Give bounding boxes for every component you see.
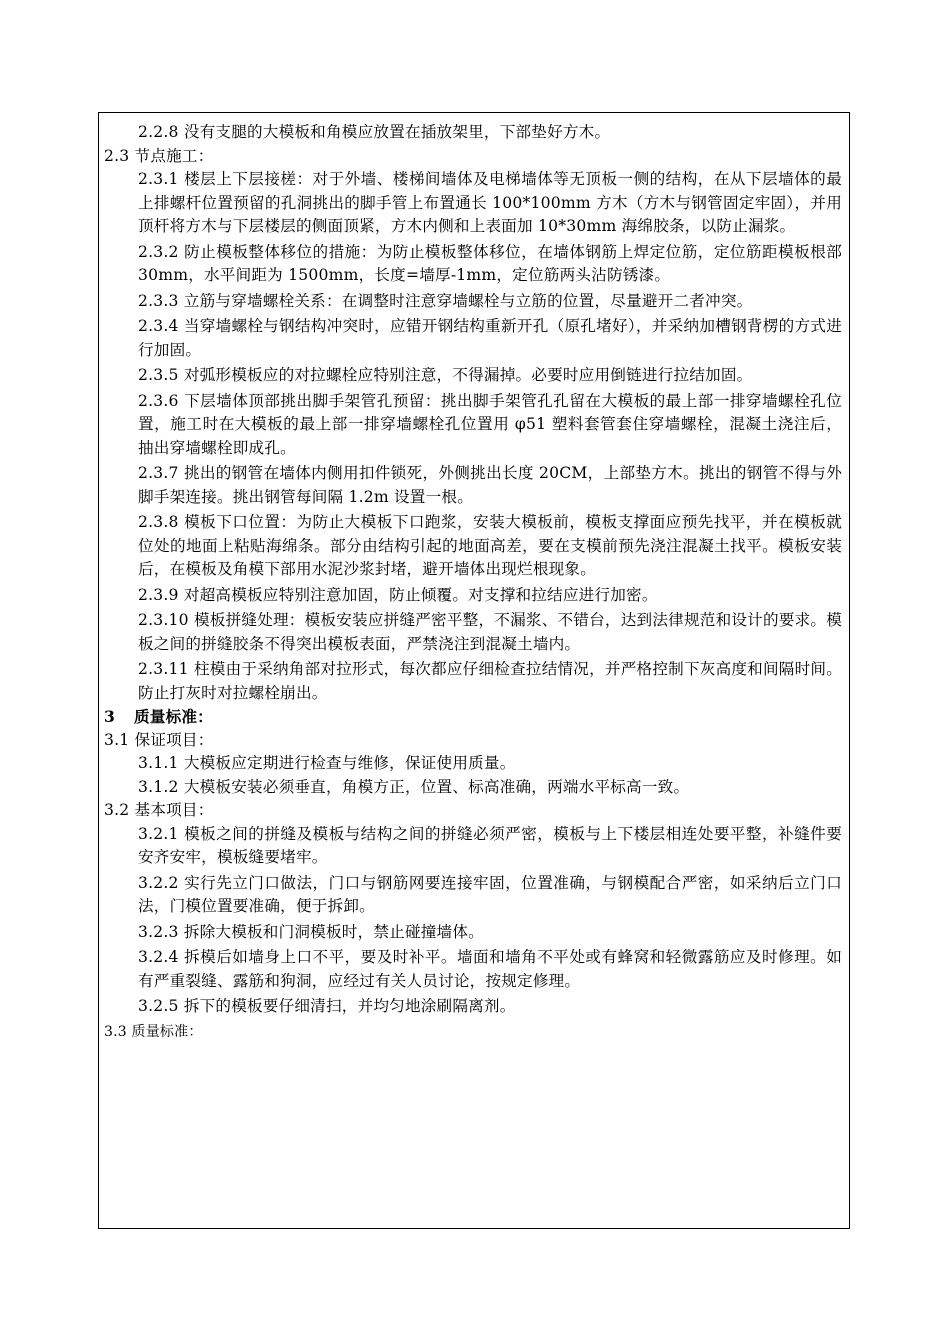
paragraph-2-3-6: 2.3.6 下层墙体顶部挑出脚手架管孔预留：挑出脚手架管孔孔留在大模板的最上部一排穿墙螺栓孔位置，施工时在大模板的最上部一排穿墙螺栓孔位置用 φ51 塑料套管套住穿墙螺栓，混凝土浇注后，抽出穿墙螺栓即成孔。 <box>138 391 842 457</box>
section-3-number: 3 <box>104 707 116 726</box>
paragraph-2-3-11: 2.3.11 柱模由于采纳角部对拉形式，每次都应仔细检查拉结情况，并严格控制下灰高度和间隔时间。防止打灰时对拉螺栓崩出。 <box>138 660 842 702</box>
paragraph-2-3-8: 2.3.8 模板下口位置：为防止大模板下口跑浆，安装大模板前，模板支撑面应预先找平，并在模板就位处的地面上粘贴海绵条。部分由结构引起的地面高差，要在支模前预先浇注混凝土找平。模板安装后，在模板及角模下部用水泥沙浆封堵，避开墙体出现烂根现象。 <box>138 513 842 578</box>
paragraph-2-3-10: 2.3.10 模板拼缝处理：模板安装应拼缝严密平整，不漏浆、不错台，达到法律规范和设计的要求。模板之间的拼缝胶条不得突出模板表面，严禁浇注到混凝土墙内。 <box>138 611 842 653</box>
paragraph-2-3-5: 2.3.5 对弧形模板应的对拉螺栓应特别注意，不得漏掉。必要时应用倒链进行拉结加固。 <box>138 366 753 384</box>
paragraph-2-2-8: 2.2.8 没有支腿的大模板和角模应放置在插放架里，下部垫好方木。 <box>138 123 611 141</box>
paragraph-3-2-2: 3.2.2 实行先立门口做法，门口与钢筋网要连接牢固，位置准确，与钢模配合严密，如采纳后立门口法，门模位置要准确，便于拆卸。 <box>138 873 842 915</box>
paragraph-2-3-7: 2.3.7 挑出的钢管在墙体内侧用扣件锁死，外侧挑出长度 20CM，上部垫方木。挑出的钢管不得与外脚手架连接。挑出钢管每间隔 1.2m 设置一根。 <box>138 464 842 506</box>
paragraph-3-2-3: 3.2.3 拆除大模板和门洞模板时，禁止碰撞墙体。 <box>138 922 484 941</box>
paragraph-2-3-4: 2.3.4 当穿墙螺栓与钢结构冲突时，应错开钢结构重新开孔（原孔堵好），并采纳加槽钢背楞的方式进行加固。 <box>138 317 842 359</box>
paragraph-3-2-1: 3.2.1 模板之间的拼缝及模板与结构之间的拼缝必须严密，模板与上下楼层相连处要平整，补缝件要安齐安牢，模板缝要堵牢。 <box>138 824 842 866</box>
paragraph-3-2-4: 3.2.4 拆模后如墙身上口不平，要及时补平。墙面和墙角不平处或有蜂窝和轻微露筋应及时修理。如有严重裂缝、露筋和狗洞，应经过有关人员讨论，按规定修理。 <box>138 948 842 990</box>
paragraph-2-3-1: 2.3.1 楼层上下层接槎：对于外墙、楼梯间墙体及电梯墙体等无顶板一侧的结构，在从下层墙体的最上排螺杆位置预留的孔洞挑出的脚手管上布置通长 100*100mm 方木（方木与钢管固定牢固），并用顶杆将方木与下层楼层的侧面顶紧，方木内侧和上表面加 10*30mm 海绵胶条，以防止漏浆。 <box>138 170 842 235</box>
heading-2-3: 2.3 节点施工： <box>104 146 214 165</box>
paragraph-3-1-1: 3.1.1 大模板应定期进行检查与维修，保证使用质量。 <box>138 754 516 772</box>
document-body <box>98 121 850 1043</box>
heading-3-3: 3.3 质量标准： <box>104 1023 203 1040</box>
heading-3-1: 3.1 保证项目： <box>104 730 214 749</box>
paragraph-2-3-3: 2.3.3 立筋与穿墙螺栓关系：在调整时注意穿墙螺栓与立筋的位置，尽量避开二者冲突。 <box>138 291 753 310</box>
section-3-title: 质量标准： <box>134 707 213 726</box>
paragraph-3-2-5: 3.2.5 拆下的模板要仔细清扫，并均匀地涂刷隔离剂。 <box>138 997 516 1015</box>
paragraph-2-3-2: 2.3.2 防止模板整体移位的措施：为防止模板整体移位，在墙体钢筋上焊定位筋，定位筋距模板根部 30mm，水平间距为 1500mm，长度=墙厚-1mm，定位筋两头沾防锈漆。 <box>138 242 842 284</box>
paragraph-3-1-2: 3.1.2 大模板安装必须垂直，角模方正，位置、标高准确，两端水平标高一致。 <box>138 777 690 796</box>
heading-3-2: 3.2 基本项目： <box>104 801 214 819</box>
section-3-heading <box>98 705 850 729</box>
paragraph-2-3-9: 2.3.9 对超高模板应特别注意加固，防止倾覆。对支撑和拉结应进行加密。 <box>138 585 658 604</box>
